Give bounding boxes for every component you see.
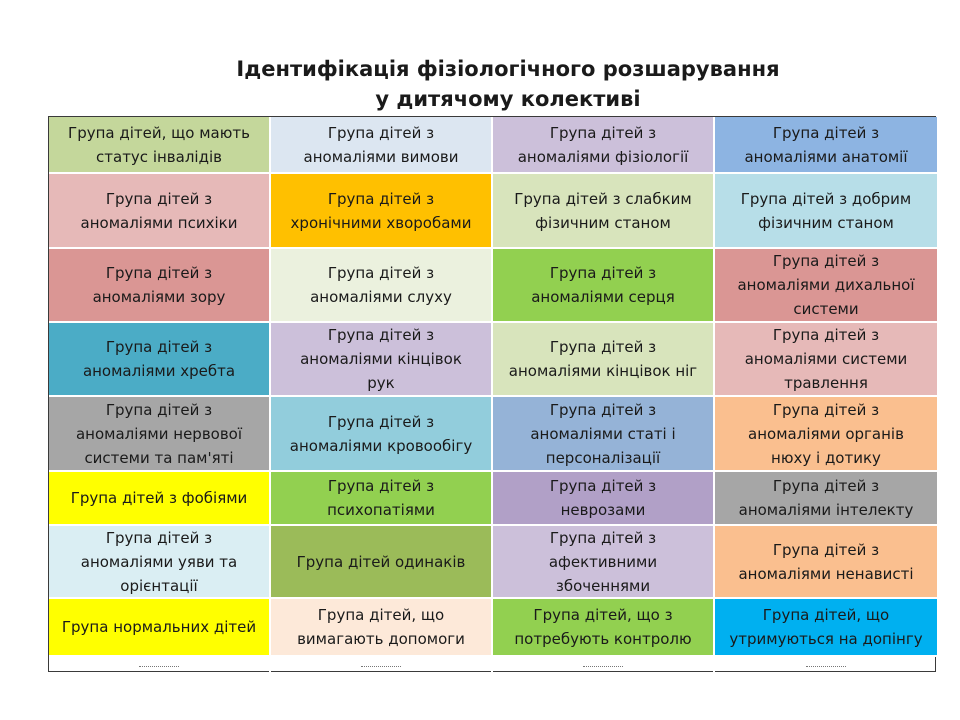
table-cell: Група дітей з слабким фізичним станом [493, 174, 715, 249]
table-cell: Група дітей з аномаліями ненависті [715, 526, 937, 599]
table-cell: Група дітей з аномаліями зору [49, 249, 271, 323]
placeholder-dots [806, 666, 846, 669]
table-cell: Група дітей з аномаліями психіки [49, 174, 271, 249]
table-cell: Група дітей з аномаліями інтелекту [715, 472, 937, 526]
table-cell: Група дітей з аномаліями хребта [49, 323, 271, 397]
table-cell: Група дітей з добрим фізичним станом [715, 174, 937, 249]
table-cell: Група дітей з аномаліями системи травлення [715, 323, 937, 397]
title-line-1: Ідентифікація фізіологічного розшарування [236, 57, 780, 81]
groups-table [48, 116, 936, 672]
table-cell: Група дітей з аномаліями слуху [271, 249, 493, 323]
table-cell: Група дітей з фобіями [49, 472, 271, 526]
title-line-2: у дитячому колективі [375, 87, 641, 111]
table-cell: Група дітей з аномаліями статі і персоналізації [493, 397, 715, 472]
empty-cell [715, 657, 937, 673]
table-cell: Група дітей з психопатіями [271, 472, 493, 526]
page-title [0, 54, 960, 114]
table-cell: Група дітей з неврозами [493, 472, 715, 526]
placeholder-dots [139, 666, 179, 669]
empty-cell [49, 657, 271, 673]
table-cell: Група дітей одинаків [271, 526, 493, 599]
table-cell: Група дітей з аномаліями анатомії [715, 117, 937, 174]
table-cell: Група дітей з аномаліями серця [493, 249, 715, 323]
table-cell: Група дітей, що з потребують контролю [493, 599, 715, 657]
table-cell: Група дітей, що вимагають допомоги [271, 599, 493, 657]
placeholder-dots [583, 666, 623, 669]
table-cell: Група дітей з аномаліями вимови [271, 117, 493, 174]
table-cell: Група дітей з хронічними хворобами [271, 174, 493, 249]
table-cell: Група дітей з аномаліями кровообігу [271, 397, 493, 472]
table-cell: Група дітей з аномаліями уяви та орієнтації [49, 526, 271, 599]
table-cell: Група дітей, що мають статус інвалідів [49, 117, 271, 174]
table-cell: Група дітей з аномаліями фізіології [493, 117, 715, 174]
table-cell: Група дітей з аномаліями органів нюху і дотику [715, 397, 937, 472]
table-cell: Група дітей з аномаліями кінцівок ніг [493, 323, 715, 397]
empty-cell [271, 657, 493, 673]
table-cell: Група дітей з афективними збоченнями [493, 526, 715, 599]
table-cell: Група дітей з аномаліями дихальної системи [715, 249, 937, 323]
empty-cell [493, 657, 715, 673]
placeholder-dots [361, 666, 401, 669]
table-cell: Група дітей з аномаліями нервової системи та пам'яті [49, 397, 271, 472]
table-cell: Група дітей з аномаліями кінцівок рук [271, 323, 493, 397]
table-cell: Група дітей, що утримуються на допінгу [715, 599, 937, 657]
table-cell: Група нормальних дітей [49, 599, 271, 657]
